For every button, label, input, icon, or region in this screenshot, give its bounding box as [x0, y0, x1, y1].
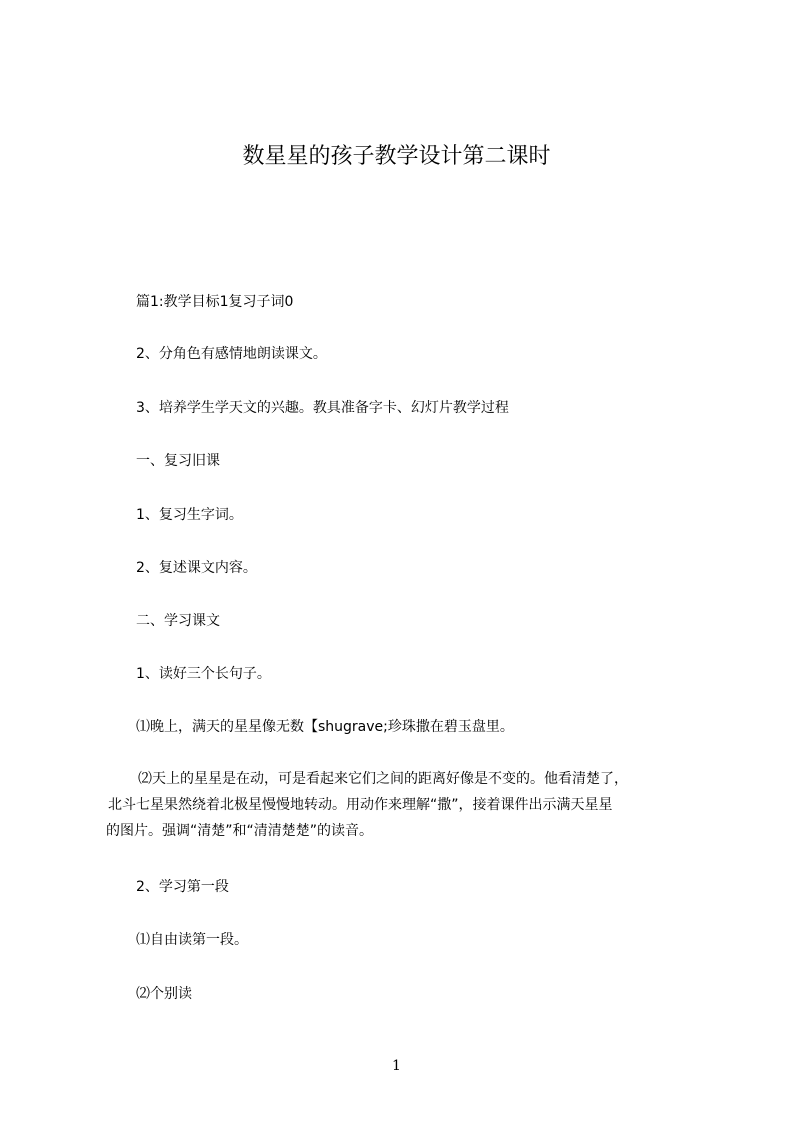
paragraph-long-sentences: 1、读好三个长句子。 [136, 666, 271, 682]
paragraph-astronomy-interest: 3、培养学生学天文的兴趣。教具准备字卡、幻灯片教学过程 [136, 400, 509, 416]
page-number: 1 [392, 1058, 401, 1074]
heading-review: 一、复习旧课 [136, 453, 220, 469]
paragraph-line: 的图片。强调“清楚”和“清清楚楚”的读音。 [106, 823, 374, 839]
paragraph-sentence-two [106, 766, 698, 844]
paragraph-line: ⑵天上的星星是在动，可是看起来它们之间的距离好像是不变的。他看清楚了， [138, 771, 628, 787]
paragraph-sentence-one: ⑴晚上，满天的星星像无数【shugrave;珍珠撒在碧玉盘里。 [136, 719, 514, 735]
document-title: 数星星的孩子教学设计第二课时 [242, 144, 551, 169]
paragraph-role-reading: 2、分角色有感情地朗读课文。 [136, 346, 327, 362]
paragraph-objectives: 篇1:教学目标1复习子词0 [136, 294, 294, 310]
heading-learn-text: 二、学习课文 [136, 613, 220, 629]
heading-first-section: 2、学习第一段 [136, 879, 229, 895]
paragraph-review-words: 1、复习生字词。 [136, 507, 243, 523]
paragraph-individual-reading: ⑵个别读 [136, 986, 192, 1002]
paragraph-line: 北斗七星果然绕着北极星慢慢地转动。用动作来理解“撒”，接着课件出示满天星星 [108, 797, 613, 813]
paragraph-free-reading: ⑴自由读第一段。 [136, 932, 248, 948]
paragraph-retell: 2、复述课文内容。 [136, 560, 257, 576]
